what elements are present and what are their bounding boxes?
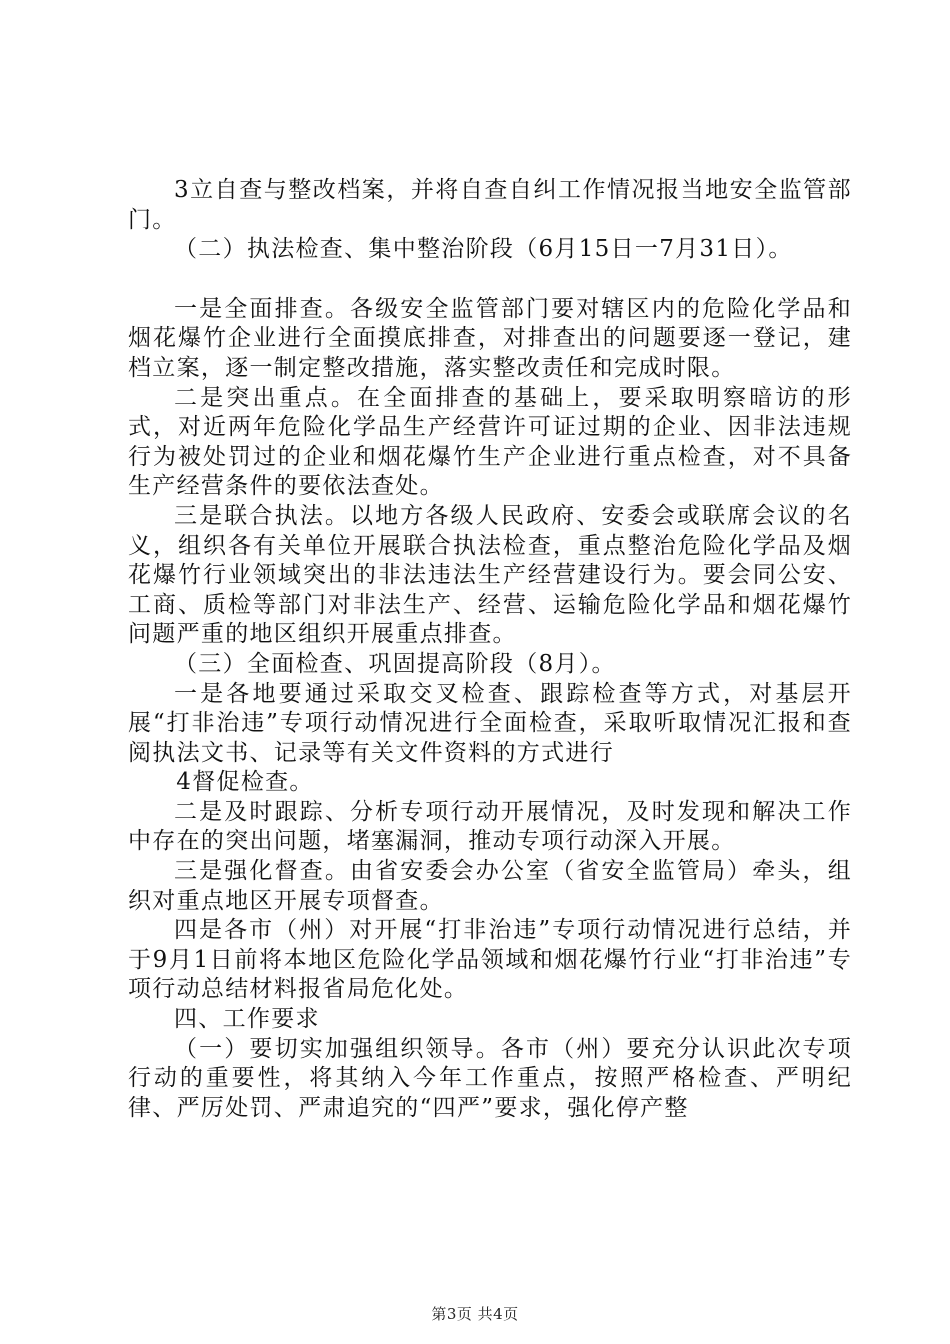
paragraph-supervise-check: 4督促检查。 bbox=[176, 769, 314, 796]
page-number-footer: 第3页 共4页 bbox=[431, 1305, 519, 1323]
paragraph-self-check-archive: 3立自查与整改档案，并将自查自纠工作情况报当地安全监管部门。 bbox=[128, 177, 852, 233]
heading-phase-two: （二）执法检查、集中整治阶段（6月15日一7月31日）。 bbox=[174, 236, 793, 263]
paragraph-cross-inspection: 一是各地要通过采取交叉检查、跟踪检查等方式，对基层开展“打非治违”专项行动情况进行全面检查，采取听取情况汇报和查阅执法文书、记录等有关文件资料的方式进行 bbox=[128, 680, 852, 766]
paragraph-organization-leadership: （一）要切实加强组织领导。各市（州）要充分认识此次专项行动的重要性，将其纳入今年工作重点，按照严格检查、严明纪律、严厉处罚、严肃追究的“四严”要求，强化停产整 bbox=[128, 1035, 852, 1121]
paragraph-strengthen-supervision: 三是强化督查。由省安委会办公室（省安全监管局）牵头，组织对重点地区开展专项督查。 bbox=[128, 858, 852, 914]
heading-work-requirements: 四、工作要求 bbox=[174, 1006, 320, 1033]
document-body bbox=[128, 176, 852, 1123]
paragraph-full-inspection: 一是全面排查。各级安全监管部门要对辖区内的危险化学品和烟花爆竹企业进行全面摸底排查，对排查出的问题要逐一登记，建档立案，逐一制定整改措施，落实整改责任和完成时限。 bbox=[128, 295, 852, 381]
paragraph-key-focus: 二是突出重点。在全面排查的基础上，要采取明察暗访的形式，对近两年危险化学品生产经营许可证过期的企业、因非法违规行为被处罚过的企业和烟花爆竹生产企业进行重点检查，对不具备生产经营条件的要依法查处。 bbox=[128, 384, 852, 500]
paragraph-timely-tracking: 二是及时跟踪、分析专项行动开展情况，及时发现和解决工作中存在的突出问题，堵塞漏洞，推动专项行动深入开展。 bbox=[128, 798, 852, 855]
paragraph-joint-enforcement: 三是联合执法。以地方各级人民政府、安委会或联席会议的名义，组织各有关单位开展联合执法检查，重点整治危险化学品及烟花爆竹行业领域突出的非法违法生产经营建设行为。要会同公安、工商、质检等部门对非法生产、经营、运输危险化学品和烟花爆竹问题严重的地区组织开展重点排查。 bbox=[128, 502, 852, 648]
paragraph-summary-report: 四是各市（州）对开展“打非治违”专项行动情况进行总结，并于9月1日前将本地区危险化学品领域和烟花爆竹行业“打非治违”专项行动总结材料报省局危化处。 bbox=[128, 917, 852, 1003]
heading-phase-three: （三）全面检查、巩固提高阶段（8月）。 bbox=[174, 650, 616, 677]
